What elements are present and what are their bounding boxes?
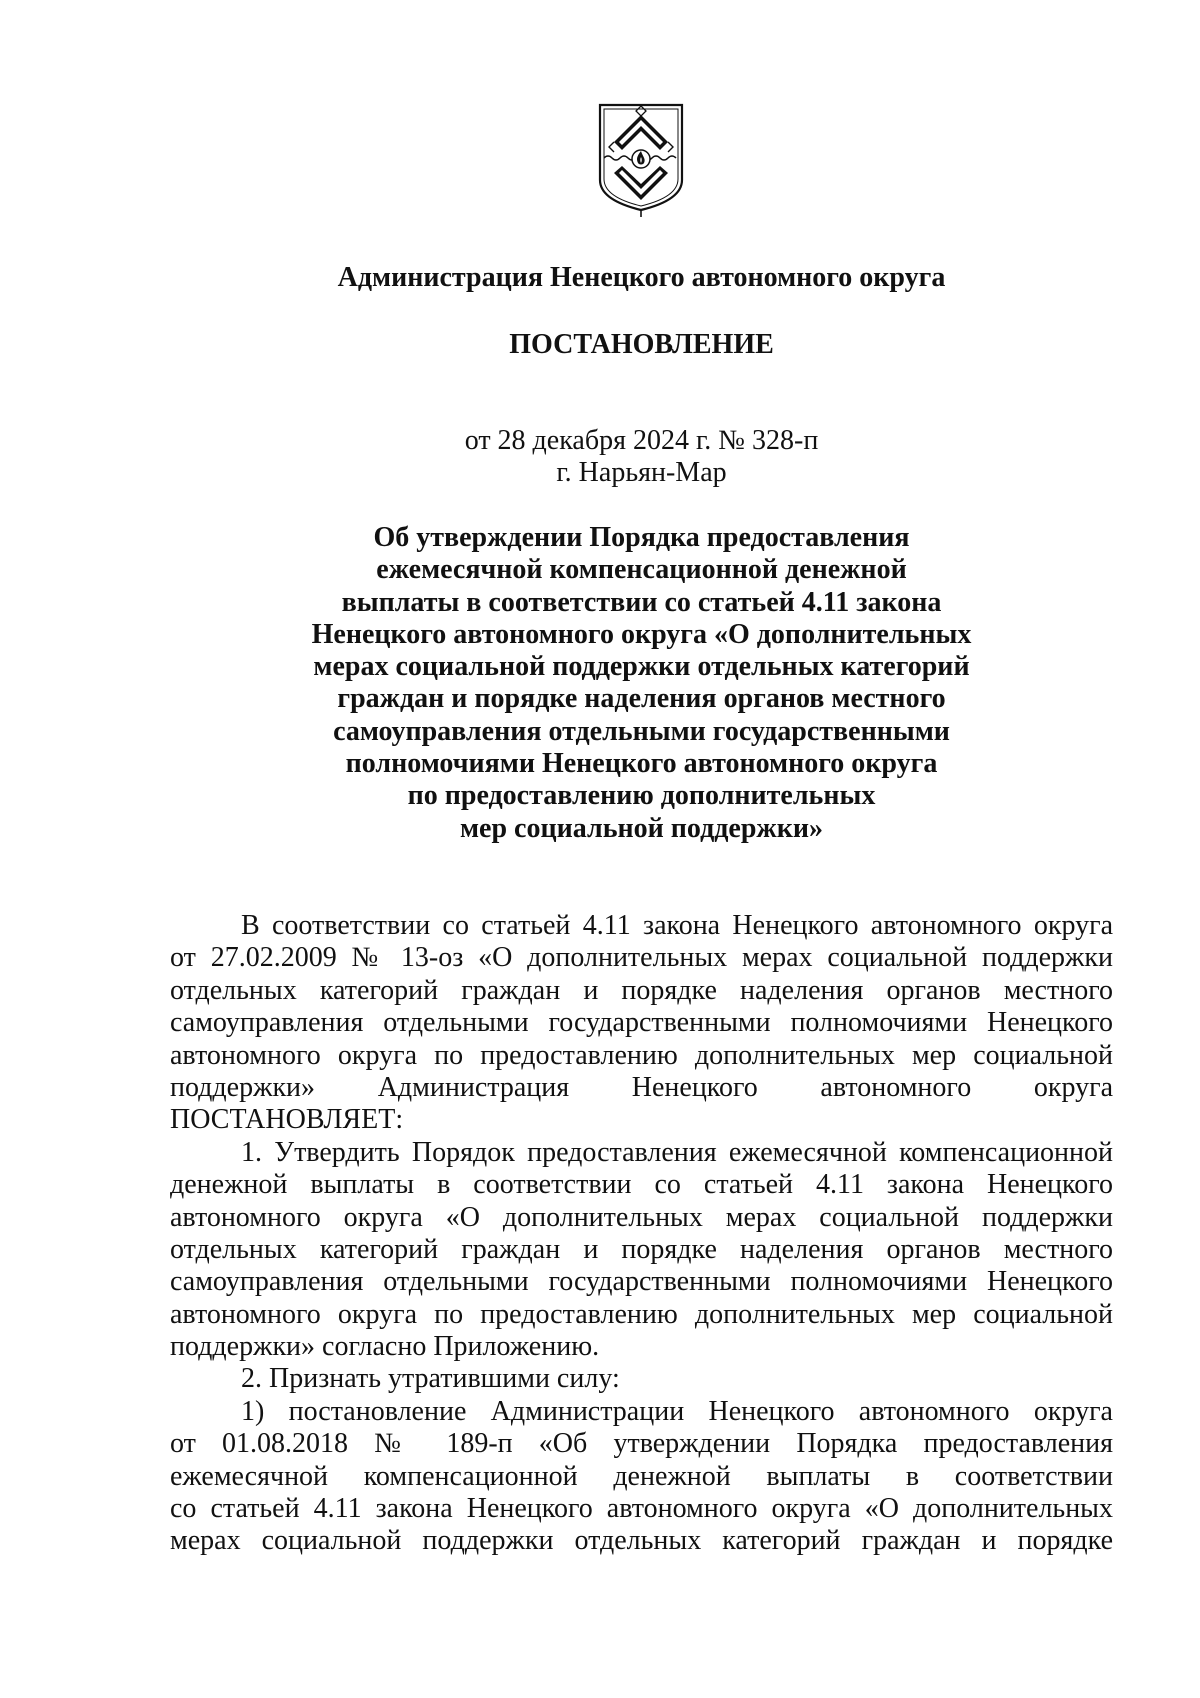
body-line: отдельных категорий граждан и порядке наделения органов местного — [170, 974, 1113, 1006]
title-line: полномочиями Ненецкого автономного округа — [345, 748, 938, 780]
title-line: Об утверждении Порядка предоставления — [373, 522, 910, 553]
body-line: поддержки» Администрация Ненецкого автономного округа — [170, 1071, 1113, 1103]
body-line: В соответствии со статьей 4.11 закона Ненецкого автономного округа — [241, 910, 1113, 941]
body-line: от 27.02.2009 № 13-оз «О дополнительных мерах социальной поддержки — [170, 942, 1113, 974]
body-line: автономного округа по предоставлению дополнительных мер социальной — [170, 1039, 1113, 1071]
emblem-upper-ornament — [609, 115, 673, 152]
title-line: Ненецкого автономного округа «О дополнительных — [311, 618, 972, 650]
body-line: 1. Утвердить Порядок предоставления ежемесячной компенсационной — [241, 1136, 1113, 1168]
body-line: автономного округа по предоставлению дополнительных мер социальной — [170, 1298, 1113, 1330]
title-line: мер социальной поддержки» — [459, 812, 823, 844]
body-line: 2. Признать утратившими силу: — [241, 1363, 620, 1395]
body-line: мерах социальной поддержки отдельных категорий граждан и порядке — [170, 1525, 1113, 1557]
document-type-heading: ПОСТАНОВЛЕНИЕ — [509, 329, 774, 360]
title-line: самоуправления отдельными государственными — [333, 715, 950, 747]
document-body — [170, 910, 1113, 1558]
emblem-flame — [632, 150, 650, 168]
document-city: г. Нарьян-Мар — [556, 457, 727, 488]
body-line: 1) постановление Администрации Ненецкого автономного округа — [241, 1395, 1113, 1427]
body-line: со статьей 4.11 закона Ненецкого автономного округа «О дополнительных — [170, 1493, 1113, 1525]
body-line: автономного округа «О дополнительных мерах социальной поддержки — [170, 1201, 1113, 1233]
title-line: мерах социальной поддержки отдельных категорий — [313, 651, 970, 683]
body-line: ПОСТАНОВЛЯЕТ: — [170, 1104, 404, 1136]
organization-name: Администрация Ненецкого автономного округа — [337, 262, 946, 293]
emblem-top-diamond — [636, 106, 646, 116]
document-title — [170, 522, 1113, 845]
title-line: выплаты в соответствии со статьей 4.11 закона — [341, 586, 942, 618]
paragraph-item-2 — [170, 1363, 1113, 1395]
body-line: самоуправления отдельными государственными полномочиями Ненецкого — [170, 1266, 1113, 1298]
title-line: ежемесячной компенсационной денежной — [376, 554, 907, 586]
body-line: самоуправления отдельными государственными полномочиями Ненецкого — [170, 1007, 1113, 1039]
title-line: по предоставлению дополнительных — [407, 780, 876, 812]
body-line: денежной выплаты в соответствии со статьей 4.11 закона Ненецкого — [170, 1169, 1113, 1201]
paragraph-item-1 — [170, 1137, 1113, 1364]
body-line: от 01.08.2018 № 189-п «Об утверждении Порядка предоставления — [170, 1428, 1113, 1460]
emblem-lower-ornament — [614, 166, 668, 200]
coat-of-arms-emblem — [595, 100, 687, 218]
paragraph-subitem-1 — [170, 1396, 1113, 1558]
paragraph-preamble — [170, 910, 1113, 1137]
body-line: поддержки» согласно Приложению. — [170, 1331, 600, 1363]
title-line: граждан и порядке наделения органов местного — [337, 683, 946, 715]
body-line: отдельных категорий граждан и порядке наделения органов местного — [170, 1233, 1113, 1265]
document-date-number: от 28 декабря 2024 г. № 328-п — [464, 425, 819, 456]
body-line: ежемесячной компенсационной денежной выплаты в соответствии — [170, 1460, 1113, 1492]
